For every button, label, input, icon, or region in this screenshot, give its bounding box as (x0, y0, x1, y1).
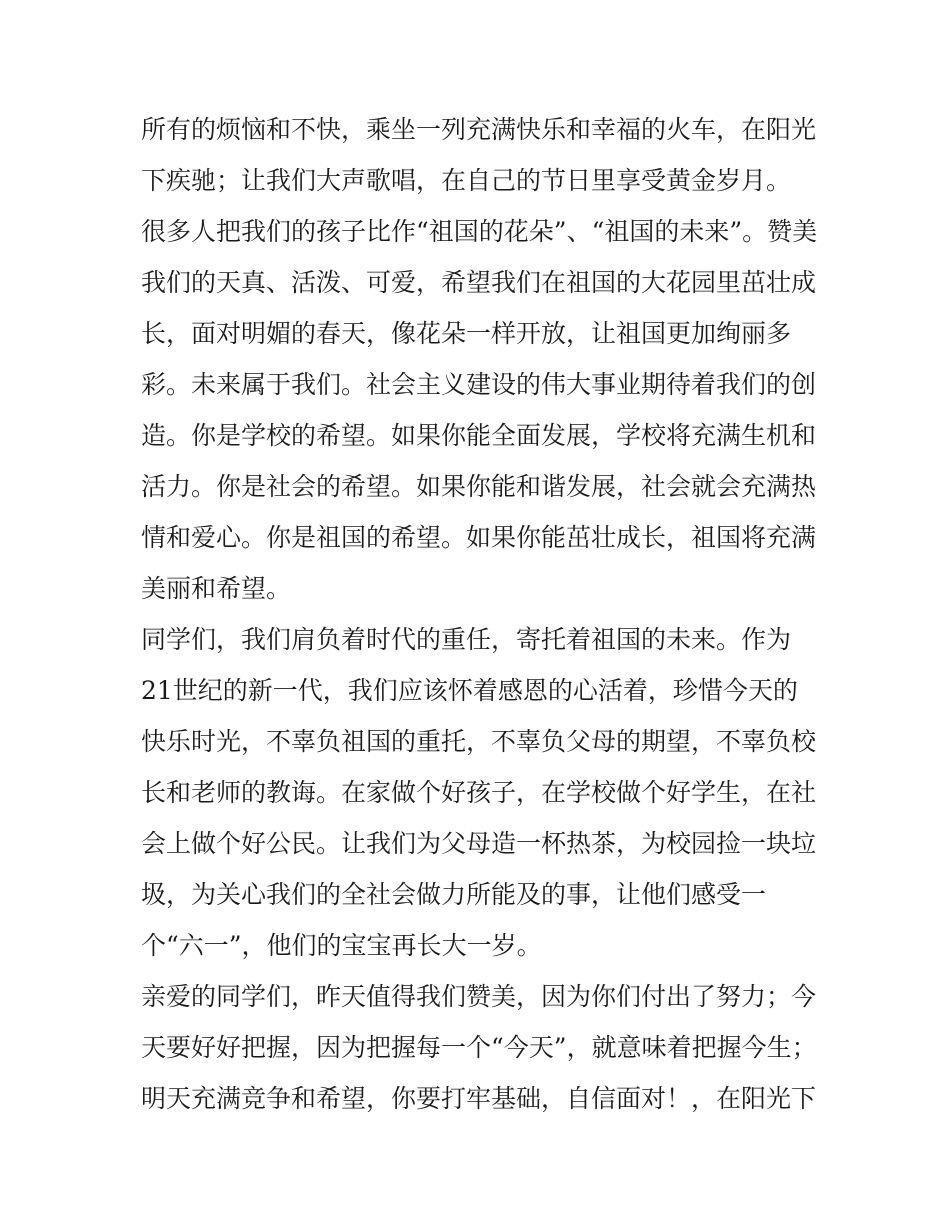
text-line: 会上做个好公民。让我们为父母造一杯热茶，为校园捡一块垃 (141, 829, 817, 858)
text-line: 很多人把我们的孩子比作“祖国的花朵”、“祖国的未来”。赞美 (141, 217, 818, 246)
text-line: 亲爱的同学们，昨天值得我们赞美，因为你们付出了努力；今 (141, 982, 817, 1011)
text-line: 造。你是学校的希望。如果你能全面发展，学校将充满生机和 (141, 421, 817, 450)
text-line: 我们的天真、活泼、可爱，希望我们在祖国的大花园里茁壮成 (141, 268, 817, 297)
text-line: 个“六一”，他们的宝宝再长大一岁。 (141, 931, 542, 960)
text-line: 美丽和希望。 (141, 574, 292, 603)
text-line: 同学们，我们肩负着时代的重任，寄托着祖国的未来。作为 (141, 625, 792, 654)
text-line: 下疾驰；让我们大声歌唱，在自己的节日里享受黄金岁月。 (141, 166, 792, 195)
text-line: 情和爱心。你是祖国的希望。如果你能茁壮成长，祖国将充满 (141, 523, 817, 552)
text-line: 21世纪的新一代，我们应该怀着感恩的心活着，珍惜今天的 (141, 676, 798, 705)
text-line: 快乐时光，不辜负祖国的重托，不辜负父母的期望，不辜负校 (141, 727, 817, 756)
body-text (141, 104, 821, 1124)
text-line: 明天充满竞争和希望，你要打牢基础，自信面对！，在阳光下 (141, 1084, 817, 1113)
text-line: 长和老师的教诲。在家做个好孩子，在学校做个好学生，在社 (141, 778, 817, 807)
text-line: 彩。未来属于我们。社会主义建设的伟大事业期待着我们的创 (141, 370, 817, 399)
text-line: 活力。你是社会的希望。如果你能和谐发展，社会就会充满热 (141, 472, 817, 501)
text-line: 圾，为关心我们的全社会做力所能及的事，让他们感受一 (141, 880, 767, 909)
text-line: 长，面对明媚的春天，像花朵一样开放，让祖国更加绚丽多 (141, 319, 792, 348)
text-line: 所有的烦恼和不快，乘坐一列充满快乐和幸福的火车，在阳光 (141, 115, 817, 144)
text-line: 天要好好把握，因为把握每一个“今天”，就意味着把握今生； (141, 1033, 817, 1062)
